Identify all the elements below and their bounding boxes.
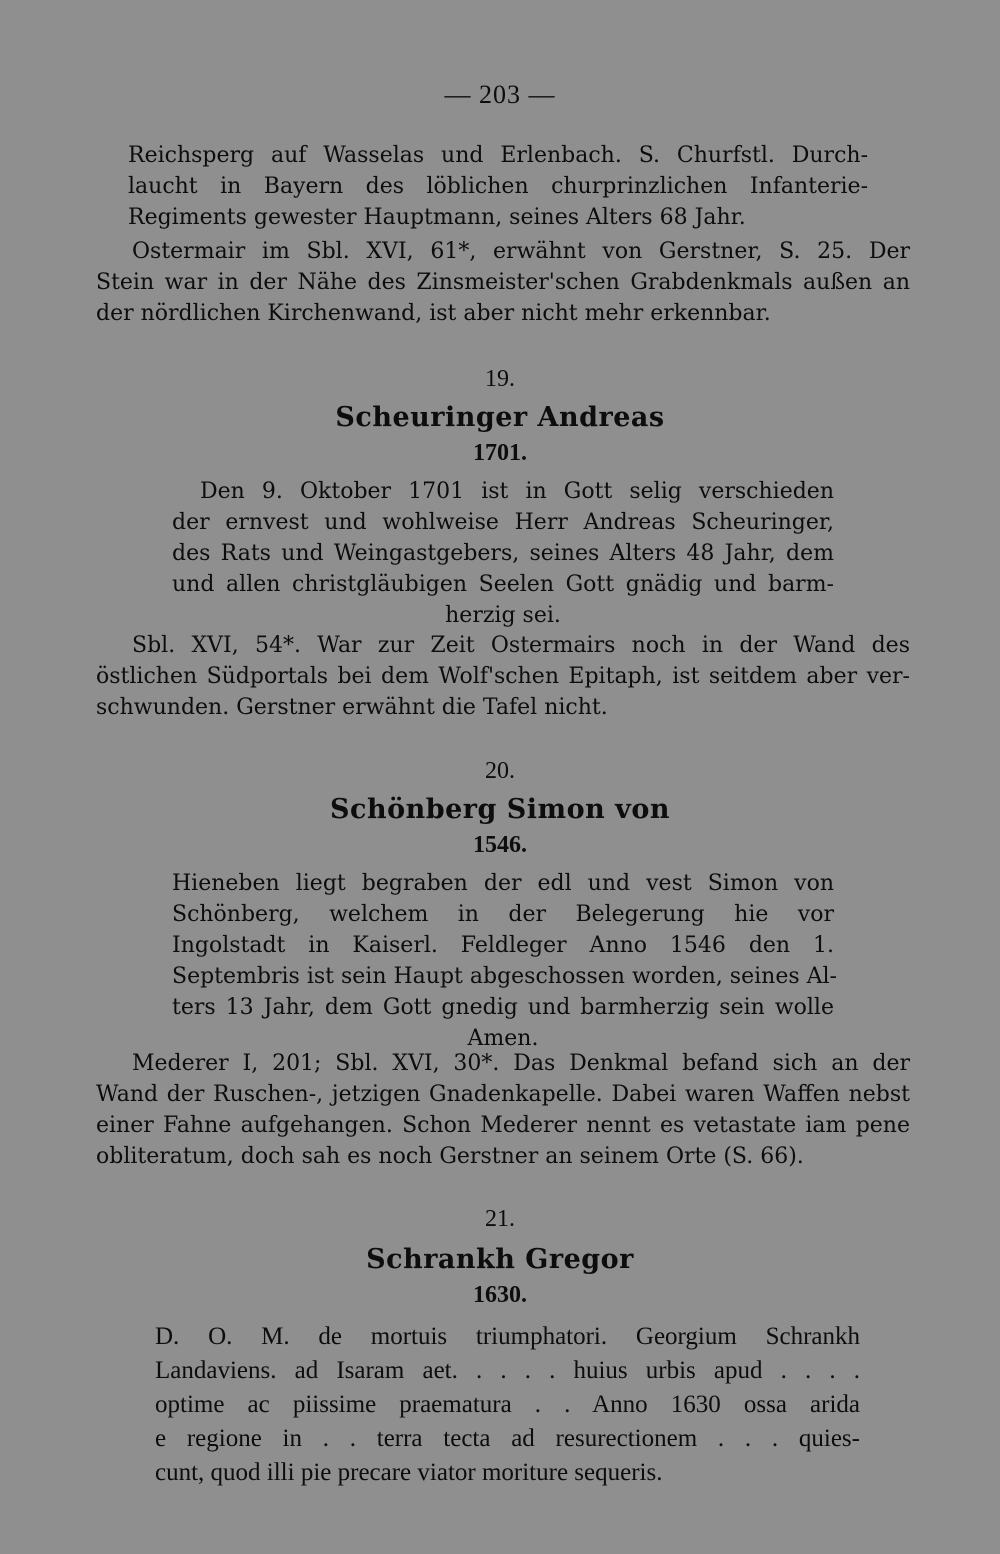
inscription-line: Septembris ist sein Haupt abgeschossen worden, seines Al-: [172, 964, 837, 989]
inscription-line: Schönberg, welchem in der Belegerung hie vor: [172, 902, 834, 927]
note-line: schwunden. Gerstner erwähnt die Tafel nicht.: [96, 695, 608, 720]
inscription-line: D. O. M. de mortuis triumphatori. Georgium Schrankh: [155, 1323, 860, 1350]
entry-year: 1630.: [473, 1282, 527, 1308]
entry-inscription: [155, 1320, 860, 1490]
inscription-line: der ernvest und wohlweise Herr Andreas Scheuringer,: [172, 510, 834, 535]
intro-line: Reichsperg auf Wasselas und Erlenbach. S. Churfstl. Durch-: [128, 143, 868, 168]
inscription-line: Amen.: [467, 1026, 539, 1051]
inscription-line: Ingolstadt in Kaiserl. Feldleger Anno 1546 den 1.: [172, 933, 834, 958]
entry-name: Schönberg Simon von: [330, 794, 670, 825]
note-line: östlichen Südportals bei dem Wolf'schen Epitaph, ist seitdem aber ver-: [96, 664, 910, 689]
entry-year: 1701.: [473, 440, 527, 466]
entry-note: [96, 1048, 910, 1172]
entry-name: Schrankh Gregor: [366, 1244, 634, 1275]
inscription-line: Den 9. Oktober 1701 ist in Gott selig verschieden: [200, 479, 834, 504]
entry-number: 21.: [485, 1206, 515, 1232]
intro-line: laucht in Bayern des löblichen churprinzlichen Infanterie-: [128, 174, 868, 199]
note-line: der nördlichen Kirchenwand, ist aber nicht mehr erkennbar.: [96, 301, 771, 326]
intro-line: Regiments gewester Hauptmann, seines Alters 68 Jahr.: [128, 205, 746, 230]
entry-inscription: [172, 868, 837, 1054]
entry-note: [96, 630, 910, 723]
intro-note: [96, 236, 910, 329]
note-line: Ostermair im Sbl. XVI, 61*, erwähnt von Gerstner, S. 25. Der: [132, 239, 910, 264]
note-line: Wand der Ruschen-, jetzigen Gnadenkapelle. Dabei waren Waffen nebst: [96, 1082, 910, 1107]
entry-number: 19.: [485, 366, 515, 392]
entry-year: 1546.: [473, 832, 527, 858]
note-line: obliteratum, doch sah es noch Gerstner an seinem Orte (S. 66).: [96, 1144, 804, 1169]
note-line: Mederer I, 201; Sbl. XVI, 30*. Das Denkmal befand sich an der: [132, 1051, 910, 1076]
inscription-line: Landaviens. ad Isaram aet. . . . . huius urbis apud . . . .: [155, 1357, 860, 1384]
inscription-line: des Rats und Weingastgebers, seines Alters 48 Jahr, dem: [172, 541, 834, 566]
note-line: Sbl. XVI, 54*. War zur Zeit Ostermairs noch in der Wand des: [132, 633, 910, 658]
inscription-line: und allen christgläubigen Seelen Gott gnädig und barm-: [172, 572, 834, 597]
entry-name: Scheuringer Andreas: [335, 402, 665, 433]
inscription-line: cunt, quod illi pie precare viator moriture sequeris.: [155, 1459, 663, 1486]
inscription-line: Hieneben liegt begraben der edl und vest Simon von: [172, 871, 834, 896]
inscription-line: e regione in . . terra tecta ad resurectionem . . . quies-: [155, 1425, 860, 1452]
inscription-line: herzig sei.: [445, 603, 561, 628]
entry-inscription: [172, 476, 834, 631]
note-line: einer Fahne aufgehangen. Schon Mederer nennt es vetastate iam pene: [96, 1113, 910, 1138]
inscription-line: optime ac piissime praematura . . Anno 1630 ossa arida: [155, 1391, 860, 1418]
inscription-line: ters 13 Jahr, dem Gott gnedig und barmherzig sein wolle: [172, 995, 834, 1020]
intro-inscription: [128, 140, 868, 233]
note-line: Stein war in der Nähe des Zinsmeister'schen Grabdenkmals außen an: [96, 270, 910, 295]
page-number: — 203 —: [444, 80, 556, 109]
entry-number: 20.: [485, 758, 515, 784]
